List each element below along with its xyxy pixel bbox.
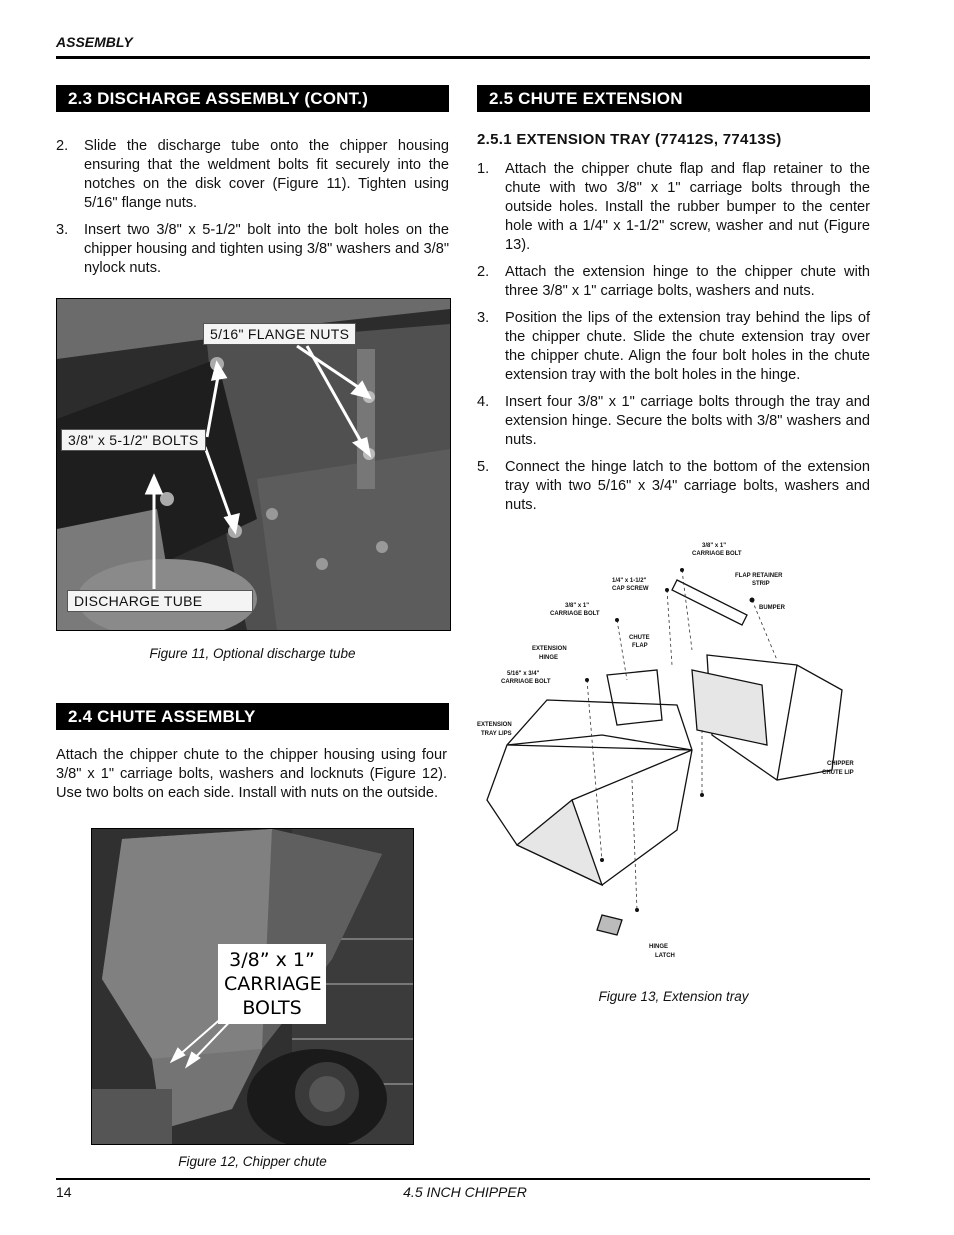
figure-11-caption: Figure 11, Optional discharge tube (149, 646, 356, 661)
figure-12-photo (91, 828, 414, 1145)
section-2-5-heading: 2.5 CHUTE EXTENSION (477, 85, 870, 112)
list-item-text: Connect the hinge latch to the bottom of the extension tray with two 5/16" x 3/4" carriage bolts, washers and nuts. (505, 459, 870, 513)
list-item-number: 3. (477, 310, 490, 326)
list-item-number: 3. (56, 222, 69, 238)
figure-12-caption: Figure 12, Chipper chute (178, 1154, 327, 1169)
label-hinge-latch: HINGE (649, 944, 669, 950)
list-item-number: 5. (477, 459, 490, 475)
figure-11-photo (56, 298, 451, 631)
label-chipper-chute: CHIPPER (827, 761, 854, 767)
callout-discharge-tube: DISCHARGE TUBE (67, 590, 253, 612)
label-chute-flap-2: FLAP (632, 643, 648, 649)
callout-bolts: 3/8" x 5-1/2" BOLTS (61, 429, 206, 451)
list-item-text: Insert two 3/8" x 5-1/2" bolt into the bolt holes on the chipper housing and tighten using 3/8" washers and 3/8" nylock nuts. (84, 222, 449, 276)
list-item-number: 2. (56, 138, 69, 154)
label-carriage-top-2: CARRIAGE BOLT (692, 551, 742, 557)
label-carriage-516-2: CARRIAGE BOLT (501, 679, 551, 685)
list-item-number: 4. (477, 394, 490, 410)
label-carriage-top: 3/8" x 1" (702, 543, 727, 549)
list-item-text: Attach the extension hinge to the chipper chute with three 3/8" x 1" carriage bolts, washers and nuts. (505, 264, 870, 299)
label-bumper: BUMPER (759, 605, 786, 611)
list-item (477, 393, 870, 450)
callout-line: CARRIAGE (224, 973, 322, 995)
label-carriage-mid: 3/8" x 1" (565, 603, 590, 609)
discharge-tube-photo-illustration (57, 299, 450, 630)
section-2-4-body: Attach the chipper chute to the chipper housing using four 3/8" x 1" carriage bolts, washers and locknuts (Figure 12). Use two bolts on each side. Install with nuts on the outside. (56, 747, 447, 801)
section-2-3-list (56, 137, 449, 286)
list-item-number: 2. (477, 264, 490, 280)
list-item (477, 458, 870, 515)
list-item (477, 309, 870, 385)
label-ext-hinge: EXTENSION (532, 646, 567, 652)
list-item-text: Insert four 3/8" x 1" carriage bolts through the tray and extension hinge. Secure the bolts with 3/8" washers and nuts. (505, 394, 870, 448)
extension-tray-exploded-diagram (477, 530, 870, 970)
label-cap-screw-2: CAP SCREW (612, 586, 649, 592)
footer-rule (56, 1178, 870, 1180)
label-ext-hinge-2: HINGE (539, 655, 559, 661)
label-flap-retainer: FLAP RETAINER (735, 573, 783, 579)
callout-line: BOLTS (242, 997, 302, 1019)
list-item-text: Position the lips of the extension tray behind the lips of the chipper chute. Slide the chute extension tray over the chipper chute. Align the four bolt holes in the chute extension tray with the bolt holes in the hinge. (505, 310, 870, 383)
label-flap-retainer-2: STRIP (752, 581, 770, 587)
list-item (56, 221, 449, 278)
list-item (56, 137, 449, 213)
figure-13-caption: Figure 13, Extension tray (598, 989, 749, 1004)
list-item (477, 160, 870, 255)
section-2-5-list (477, 160, 870, 523)
label-carriage-516: 5/16" x 3/4" (507, 671, 540, 677)
header-rule (56, 56, 870, 59)
running-header: ASSEMBLY (56, 34, 133, 50)
label-hinge-latch-2: LATCH (655, 953, 675, 959)
callout-flange-nuts: 5/16" FLANGE NUTS (203, 323, 356, 345)
footer-title: 4.5 INCH CHIPPER (403, 1184, 527, 1200)
list-item-number: 1. (477, 161, 490, 177)
section-2-4-heading: 2.4 CHUTE ASSEMBLY (56, 703, 449, 730)
section-2-3-heading: 2.3 DISCHARGE ASSEMBLY (CONT.) (56, 85, 449, 112)
list-item-text: Slide the discharge tube onto the chipper housing ensuring that the weldment bolts fit securely into the notches on the disk cover (Figure 11). Tighten using 5/16" flange nuts. (84, 138, 449, 211)
label-chute-flap: CHUTE (629, 635, 650, 641)
page-number: 14 (56, 1184, 72, 1200)
list-item-text: Attach the chipper chute flap and flap retainer to the chute with two 3/8" x 1" carriage bolts through the outside holes. Install the rubber bumper to the center hole with a 1/4" x 1-1/2" screw, washer and nut (Figure 13). (505, 161, 870, 253)
label-chipper-chute-2: CHUTE LIP (822, 770, 854, 776)
section-2-5-1-heading: 2.5.1 EXTENSION TRAY (77412S, 77413S) (477, 131, 782, 148)
list-item (477, 263, 870, 301)
callout-carriage-bolts (218, 944, 326, 1024)
label-carriage-mid-2: CARRIAGE BOLT (550, 611, 600, 617)
figure-13-diagram (477, 530, 870, 970)
label-tray-lips: EXTENSION (477, 722, 512, 728)
label-tray-lips-2: TRAY LIPS (481, 731, 512, 737)
label-cap-screw: 1/4" x 1-1/2" (612, 578, 647, 584)
callout-line: 3/8” x 1” (229, 949, 315, 971)
